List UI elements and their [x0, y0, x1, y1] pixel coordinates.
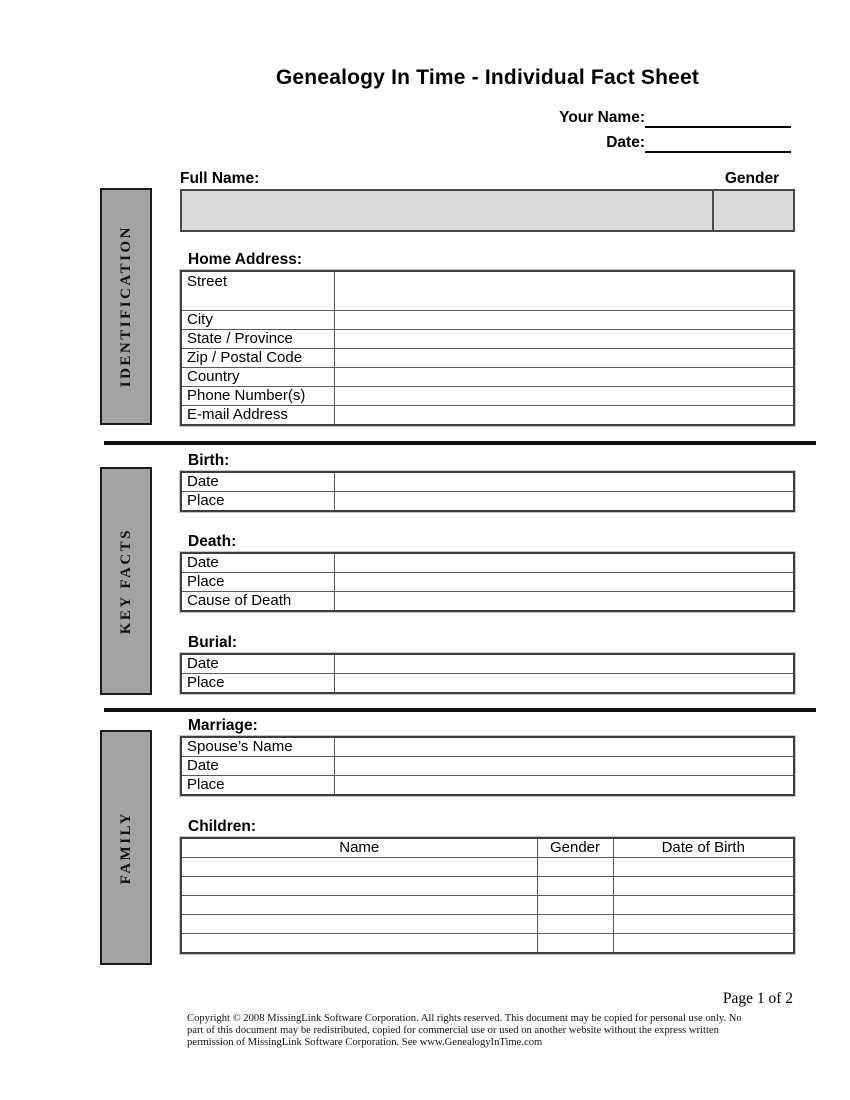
- page-title: Genealogy In Time - Individual Fact Sheet: [275, 66, 700, 89]
- field-value-blank: [334, 654, 794, 674]
- children-column-header: Gender: [537, 838, 613, 858]
- field-label: Phone Number(s): [181, 386, 334, 405]
- children-empty-row: [181, 915, 794, 934]
- field-value-blank: [334, 573, 794, 592]
- field-value-blank: [334, 553, 794, 573]
- field-row: [181, 405, 794, 425]
- children-heading: Children:: [188, 818, 257, 835]
- field-value-blank: [334, 386, 794, 405]
- field-label: E-mail Address: [181, 405, 334, 425]
- field-label: Date: [181, 553, 334, 573]
- field-value-blank: [334, 329, 794, 348]
- gender-label: Gender: [724, 170, 780, 187]
- field-label: Country: [181, 367, 334, 386]
- date-label: Date:: [606, 134, 645, 151]
- field-value-blank: [334, 674, 794, 694]
- children-blank-cell: [537, 915, 613, 934]
- field-row: [181, 654, 794, 674]
- sidebar-tab-family: [100, 730, 152, 965]
- gender-value-cell: [712, 191, 793, 230]
- section-divider: [104, 441, 816, 445]
- sidebar-tab-identification-label: IDENTIFICATION: [117, 225, 134, 388]
- field-value-blank: [334, 348, 794, 367]
- field-value-blank: [334, 472, 794, 492]
- children-empty-row: [181, 896, 794, 915]
- copyright-notice: [187, 1013, 795, 1048]
- copyright-line: Copyright © 2008 MissingLink Software Corporation. All rights reserved. This document may be copied for personal use only. No: [187, 1013, 742, 1024]
- field-row: [181, 757, 794, 776]
- children-empty-row: [181, 877, 794, 896]
- birth-table: [180, 471, 795, 512]
- full-name-header-row: [180, 170, 795, 188]
- field-row: [181, 472, 794, 492]
- death-table: [180, 552, 795, 612]
- home-address-table: [180, 270, 795, 426]
- field-row: [181, 271, 794, 310]
- field-row: [181, 386, 794, 405]
- field-label: Date: [181, 757, 334, 776]
- field-row: [181, 553, 794, 573]
- field-label: State / Province: [181, 329, 334, 348]
- field-value-blank: [334, 367, 794, 386]
- field-value-blank: [334, 757, 794, 776]
- children-header-row: [181, 838, 794, 858]
- children-column-header: Name: [181, 838, 537, 858]
- full-name-value-cell: [182, 191, 712, 230]
- your-name-label: Your Name:: [559, 109, 645, 126]
- marriage-heading: Marriage:: [188, 717, 258, 734]
- field-row: [181, 492, 794, 512]
- field-label: Place: [181, 573, 334, 592]
- children-blank-cell: [613, 858, 794, 877]
- children-blank-cell: [613, 896, 794, 915]
- children-blank-cell: [181, 896, 537, 915]
- field-label: Place: [181, 492, 334, 512]
- field-row: [181, 310, 794, 329]
- date-row: [180, 131, 791, 153]
- field-value-blank: [334, 492, 794, 512]
- full-name-label: Full Name:: [180, 170, 260, 187]
- field-row: [181, 367, 794, 386]
- field-row: [181, 776, 794, 796]
- children-blank-cell: [537, 858, 613, 877]
- date-blank-line: [645, 133, 791, 153]
- children-blank-cell: [613, 877, 794, 896]
- children-blank-cell: [537, 896, 613, 915]
- field-label: Zip / Postal Code: [181, 348, 334, 367]
- copyright-line: part of this document may be redistributed, copied for commercial use or used on another website without the express written: [187, 1024, 719, 1036]
- burial-table: [180, 653, 795, 694]
- children-blank-cell: [537, 877, 613, 896]
- field-label: City: [181, 310, 334, 329]
- field-value-blank: [334, 776, 794, 796]
- field-label: Place: [181, 674, 334, 694]
- section-divider: [104, 708, 816, 712]
- your-name-blank-line: [645, 108, 791, 128]
- field-value-blank: [334, 271, 794, 310]
- children-column-header: Date of Birth: [613, 838, 794, 858]
- field-label: Date: [181, 654, 334, 674]
- children-empty-row: [181, 858, 794, 877]
- field-label: Cause of Death: [181, 592, 334, 612]
- field-row: [181, 348, 794, 367]
- children-blank-cell: [537, 934, 613, 953]
- field-label: Spouse’s Name: [181, 737, 334, 757]
- field-row: [181, 674, 794, 694]
- field-label: Place: [181, 776, 334, 796]
- children-blank-cell: [181, 934, 537, 953]
- sidebar-tab-key-facts: [100, 467, 152, 695]
- children-table: [180, 837, 795, 954]
- field-label: Date: [181, 472, 334, 492]
- field-value-blank: [334, 592, 794, 612]
- children-blank-cell: [181, 858, 537, 877]
- field-value-blank: [334, 310, 794, 329]
- children-blank-cell: [613, 915, 794, 934]
- field-row: [181, 329, 794, 348]
- children-blank-cell: [613, 934, 794, 953]
- field-row: [181, 737, 794, 757]
- field-row: [181, 573, 794, 592]
- full-name-box: [180, 189, 795, 232]
- children-empty-row: [181, 934, 794, 953]
- field-label: Street: [181, 271, 334, 310]
- burial-heading: Burial:: [188, 634, 238, 651]
- sidebar-tab-key-facts-label: KEY FACTS: [117, 527, 134, 635]
- birth-heading: Birth:: [188, 452, 230, 469]
- sidebar-tab-family-label: FAMILY: [117, 810, 134, 885]
- field-value-blank: [334, 737, 794, 757]
- copyright-line: permission of MissingLink Software Corporation. See www.GenealogyInTime.com: [187, 1036, 543, 1048]
- home-address-heading: Home Address:: [188, 251, 302, 268]
- death-heading: Death:: [188, 533, 237, 550]
- your-name-row: [180, 106, 791, 128]
- children-blank-cell: [181, 915, 537, 934]
- page-number: Page 1 of 2: [722, 990, 793, 1007]
- field-value-blank: [334, 405, 794, 425]
- field-row: [181, 592, 794, 612]
- marriage-table: [180, 736, 795, 796]
- children-blank-cell: [181, 877, 537, 896]
- sidebar-tab-identification: [100, 188, 152, 425]
